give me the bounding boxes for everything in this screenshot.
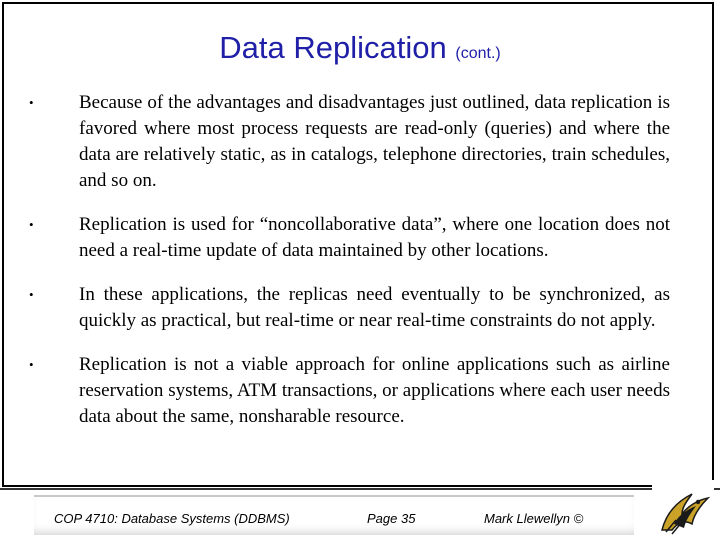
pegasus-logo-icon [652, 480, 714, 538]
footer [0, 492, 720, 536]
slide-title-suffix: (cont.) [455, 45, 501, 62]
bullet-dot-icon: • [29, 95, 34, 110]
bullet-item [26, 212, 670, 264]
slide-title [0, 28, 720, 74]
bullet-text: Replication is not a viable approach for online applications such as airline reservation systems, ATM transactions, or applications where each user needs data about the same, nonsharable resource. [79, 354, 670, 427]
bullet-text: Replication is used for “noncollaborative data”, where one location does not need a real-time update of data maintained by other locations. [79, 214, 670, 261]
footer-author: Mark Llewellyn © [484, 511, 584, 526]
bullet-list [26, 90, 670, 448]
bullet-dot-icon: • [29, 217, 34, 232]
bullet-dot-icon: • [29, 357, 34, 372]
bullet-text: In these applications, the replicas need eventually to be synchronized, as quickly as practical, but real-time or near real-time constraints do not apply. [79, 284, 670, 331]
bullet-item [26, 90, 670, 194]
footer-divider [0, 488, 720, 490]
bullet-item [26, 282, 670, 334]
bullet-item [26, 352, 670, 430]
slide-title-main: Data Replication [219, 30, 447, 65]
footer-page-number: Page 35 [367, 511, 416, 526]
bullet-text: Because of the advantages and disadvantages just outlined, data replication is favored where most process requests are read-only (queries) and where the data are relatively static, as in catalogs, telephone directories, train schedules, and so on. [79, 92, 670, 191]
footer-panel [34, 495, 634, 535]
footer-course: COP 4710: Database Systems (DDBMS) [54, 511, 290, 526]
bullet-dot-icon: • [29, 287, 34, 302]
